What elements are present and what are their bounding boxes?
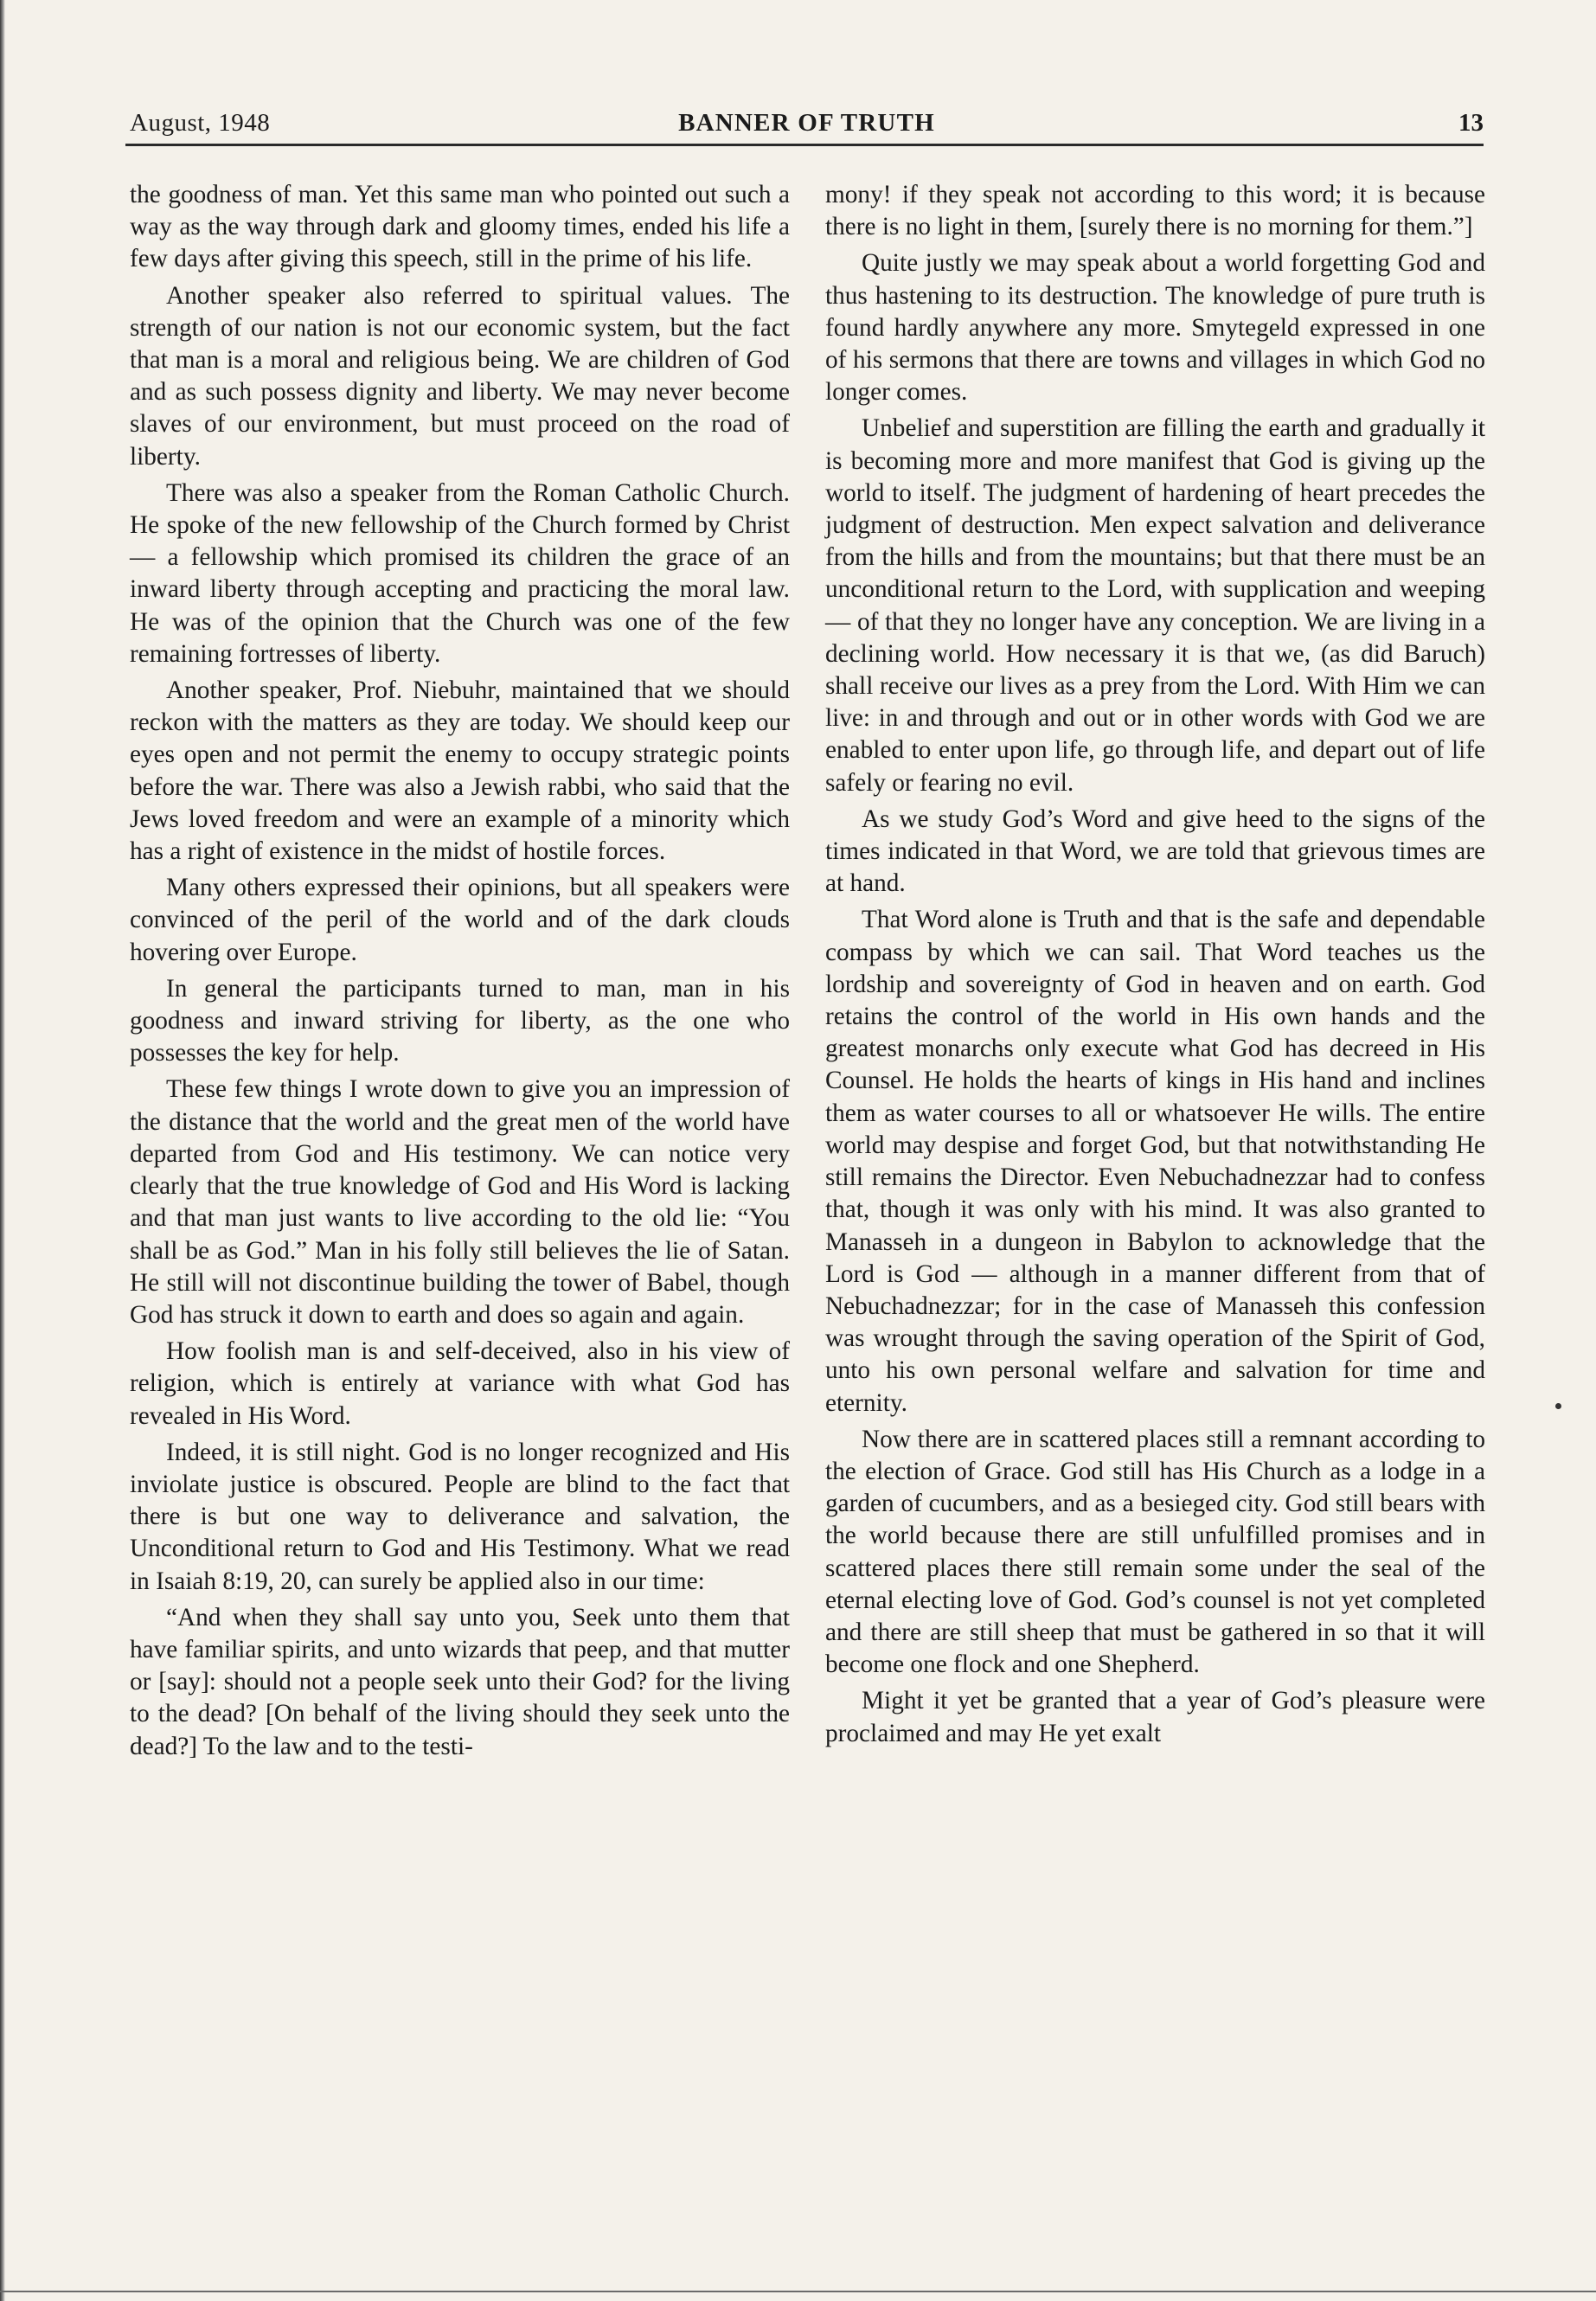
paragraph: These few things I wrote down to give you an impression of the distance that the world and the great men of the world have departed from God and His testimony. We can notice very clearly that the true knowledge of God and His Word is lacking and that man just wants to live according to the old lie: “You shall be as God.” Man in his folly still believes the lie of Satan. He still will not discontinue building the tower of Babel, though God has struck it down to earth and does so again and again. — [130, 1075, 790, 1329]
paragraph: Now there are in scattered places still a remnant according to the election of Grace. God still has His Church as a lodge in a garden of cucumbers, and as a besieged city. God still bears with the world because there are still unfulfilled promises and in scattered places there still remain some under the seal of the eternal electing love of God. God’s counsel is not yet completed and there are still sheep that must be gathered in so that it will become one flock and one Shepherd. — [825, 1425, 1485, 1679]
print-speck — [1555, 1403, 1561, 1409]
paragraph: the goodness of man. Yet this same man who pointed out such a way as the way through dark and gloomy times, ended his life a few days after giving this speech, still in the prime of his life. — [130, 181, 790, 273]
page-edge-shadow — [0, 0, 5, 2301]
header-rule — [125, 144, 1484, 146]
paragraph: How foolish man is and self-deceived, also in his view of religion, which is entirely at variance with what God has revealed in His Word. — [130, 1337, 790, 1430]
page-number: 13 — [1458, 109, 1484, 137]
paragraph: Another speaker also referred to spiritual values. The strength of our nation is not our economic system, but the fact that man is a moral and religious being. We are children of God and as such possess dignity and liberty. We may never become slaves of our environment, but must proceed on the road of liberty. — [130, 281, 790, 471]
paragraph: In general the participants turned to man, man in his goodness and inward striving for liberty, as the one who possesses the key for help. — [130, 974, 790, 1067]
right-column — [825, 179, 1485, 1754]
left-column — [130, 179, 790, 1767]
paragraph: As we study God’s Word and give heed to the signs of the times indicated in that Word, we are told that grievous times are at hand. — [825, 804, 1485, 898]
paragraph: Might it yet be granted that a year of God’s pleasure were proclaimed and may He yet exalt — [825, 1687, 1485, 1747]
scripture-quote: “And when they shall say unto you, Seek unto them that have familiar spirits, and unto wizards that peep, and that mutter or [say]: should not a people seek unto their God? for the living to the dead? [On behalf of the living should they seek unto the dead?] To the law and to the testi- — [130, 1603, 790, 1760]
issue-date: August, 1948 — [130, 109, 271, 137]
paragraph: Unbelief and superstition are filling the earth and gradually it is becoming more and more manifest that God is giving up the world to itself. The judgment of hardening of heart precedes the judgment of destruction. Men expect salvation and deliverance from the hills and from the mountains; but that there must be an unconditional return to the Lord, with supplication and weeping — of that they no longer have any conception. We are living in a declining world. How necessary it is that we, (as did Baruch) shall receive our lives as a prey from the Lord. With Him we can live: in and through and out or in other words with God we are enabled to enter upon life, go through life, and depart out of life safely or fearing no evil. — [825, 414, 1485, 797]
running-header — [130, 109, 1484, 140]
paragraph: Quite justly we may speak about a world forgetting God and thus hastening to its destruction. The knowledge of pure truth is found hardly anywhere any more. Smytegeld expressed in one of his sermons that there are towns and villages in which God no longer comes. — [825, 249, 1485, 407]
paragraph: There was also a speaker from the Roman Catholic Church. He spoke of the new fellowship of the Church formed by Christ — a fellowship which promised its children the grace of an inward liberty through accepting and practicing the moral law. He was of the opinion that the Church was one of the few remaining fortresses of liberty. — [130, 478, 790, 668]
paragraph: Indeed, it is still night. God is no longer recognized and His inviolate justice is obscured. People are blind to the fact that there is but one way to deliverance and salvation, the Unconditional return to God and His Testimony. What we read in Isaiah 8:19, 20, can surely be applied also in our time: — [130, 1438, 790, 1595]
bottom-edge — [0, 2291, 1596, 2292]
paragraph: mony! if they speak not according to this word; it is because there is no light in them, [surely there is no morning for them.”] — [825, 181, 1485, 241]
paragraph: That Word alone is Truth and that is the safe and dependable compass by which we can sail. That Word teaches us the lordship and sovereignty of God in heaven and on earth. God retains the control of the world in His own hands and the greatest monarchs only execute what God has decreed in His Counsel. He holds the hearts of kings in His hand and inclines them as water courses to all or whatsoever He wills. The entire world may despise and forget God, but that notwithstanding He still remains the Director. Even Nebuchadnezzar had to confess that, though it was only with his mind. It was also granted to Manasseh in a dungeon in Babylon to acknowledge that the Lord is God — although in a manner different from that of Nebuchadnezzar; for in the case of Manasseh this confession was wrought through the saving operation of the Spirit of God, unto his own personal welfare and salvation for time and eternity. — [825, 906, 1485, 1417]
paragraph: Many others expressed their opinions, but all speakers were convinced of the peril of the world and of the dark clouds hovering over Europe. — [130, 874, 790, 966]
publication-title: BANNER OF TRUTH — [678, 109, 935, 137]
paragraph: Another speaker, Prof. Niebuhr, maintained that we should reckon with the matters as they are today. We should keep our eyes open and not permit the enemy to occupy strategic points before the war. There was also a Jewish rabbi, who said that the Jews loved freedom and were an example of a minority which has a right of existence in the midst of hostile forces. — [130, 676, 790, 866]
